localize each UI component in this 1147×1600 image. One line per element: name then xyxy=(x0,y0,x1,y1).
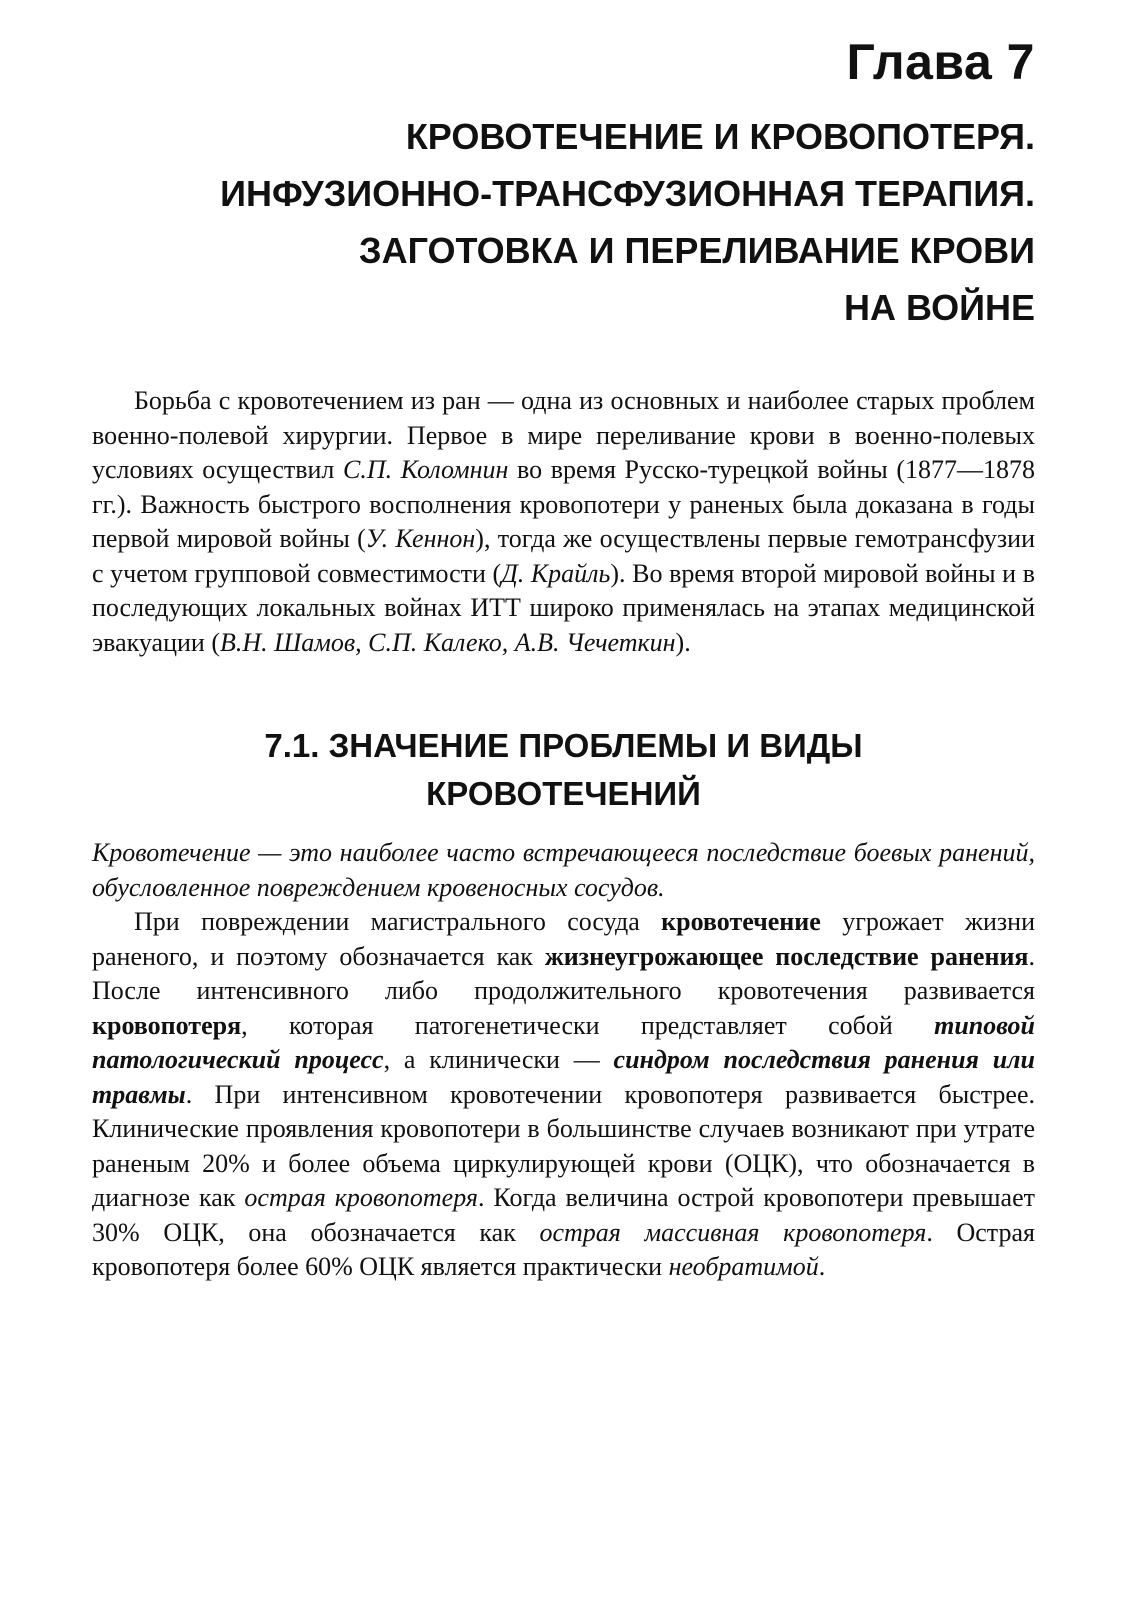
term-bold-italic: синдром последствия ранения или травмы xyxy=(92,1045,1035,1109)
body-text: . Острая кровопотеря более 60% ОЦК является практически xyxy=(92,1217,1035,1281)
chapter-title xyxy=(92,108,1035,336)
section-title-line: КРОВОТЕЧЕНИЙ xyxy=(426,775,701,812)
body-text: . Когда величина острой кровопотери превышает 30% ОЦК, она обозначается как xyxy=(92,1183,1035,1247)
body-text: . При интенсивном кровотечении кровопотеря развивается быстрее. Клинические проявления кровопотери в большинстве случаев возникают при утрате раненым 20% и более объема циркулирующей крови (ОЦК), что обозначается в диагнозе как xyxy=(92,1079,1035,1212)
term-bold-italic: типовой патологический процесс xyxy=(92,1010,1035,1074)
body-text: . xyxy=(818,1252,826,1281)
definition-paragraph: Кровотечение — это наиболее часто встречающееся последствие боевых ранений, обусловленное повреждением кровеносных сосудов. xyxy=(92,838,1035,902)
chapter-label: Глава 7 xyxy=(846,34,1035,90)
author-names: В.Н. Шамов, С.П. Калеко, А.В. Чечеткин xyxy=(220,627,676,657)
section-title-line: 7.1. ЗНАЧЕНИЕ ПРОБЛЕМЫ И ВИДЫ xyxy=(264,727,863,764)
intro-text: Борьба с кровотечением из ран — одна из основных и наиболее старых проблем военно-полевой хирургии. Первое в мире переливание крови в военно-полевых условиях осуществил xyxy=(92,386,1035,484)
section-title xyxy=(92,722,1035,818)
chapter-title-line: ЗАГОТОВКА И ПЕРЕЛИВАНИЕ КРОВИ xyxy=(359,230,1035,271)
body-text: При повреждении магистрального сосуда xyxy=(134,907,662,936)
book-page xyxy=(92,30,1035,1285)
body-text: , которая патогенетически представляет собой xyxy=(241,1010,935,1040)
intro-text: ). Во время второй мировой войны и в последующих локальных войнах ИТТ широко применялась на этапах медицинской эвакуации ( xyxy=(92,558,1035,657)
body-text: . После интенсивного либо продолжительного кровотечения развивается xyxy=(92,941,1035,1005)
intro-text: ). xyxy=(675,627,691,657)
intro-paragraph xyxy=(92,384,1035,660)
chapter-title-line: ИНФУЗИОННО-ТРАНСФУЗИОННАЯ ТЕРАПИЯ. xyxy=(220,173,1035,214)
author-name: У. Кеннон xyxy=(365,524,476,553)
author-name: С.П. Коломнин xyxy=(342,455,509,484)
chapter-title-line: НА ВОЙНЕ xyxy=(844,287,1035,328)
chapter-title-line: КРОВОТЕЧЕНИЕ И КРОВОПОТЕРЯ. xyxy=(405,116,1035,157)
author-name: Д. Крайль xyxy=(501,558,611,588)
body-text: угрожает жизни раненого, и поэтому обозначается как xyxy=(92,907,1035,971)
intro-text: ), тогда же осуществлены первые гемотрансфузии с учетом групповой совместимости ( xyxy=(92,524,1035,588)
term-italic: острая кровопотеря xyxy=(244,1183,478,1212)
term-italic: необратимой xyxy=(668,1252,819,1281)
body-text: , а клинически — xyxy=(383,1045,614,1074)
term-bold: кровопотеря xyxy=(92,1010,242,1040)
intro-text: во время Русско-турецкой войны (1877—1878 гг.). Важность быстрого восполнения кровопотери у раненых была доказана в годы первой мировой войны ( xyxy=(92,455,1035,553)
term-bold: кровотечение xyxy=(661,907,821,936)
body-paragraph xyxy=(92,905,1035,1285)
term-italic: острая массивная кровопотеря xyxy=(539,1217,927,1247)
term-bold: жизнеугрожающее последствие ранения xyxy=(544,941,1029,971)
